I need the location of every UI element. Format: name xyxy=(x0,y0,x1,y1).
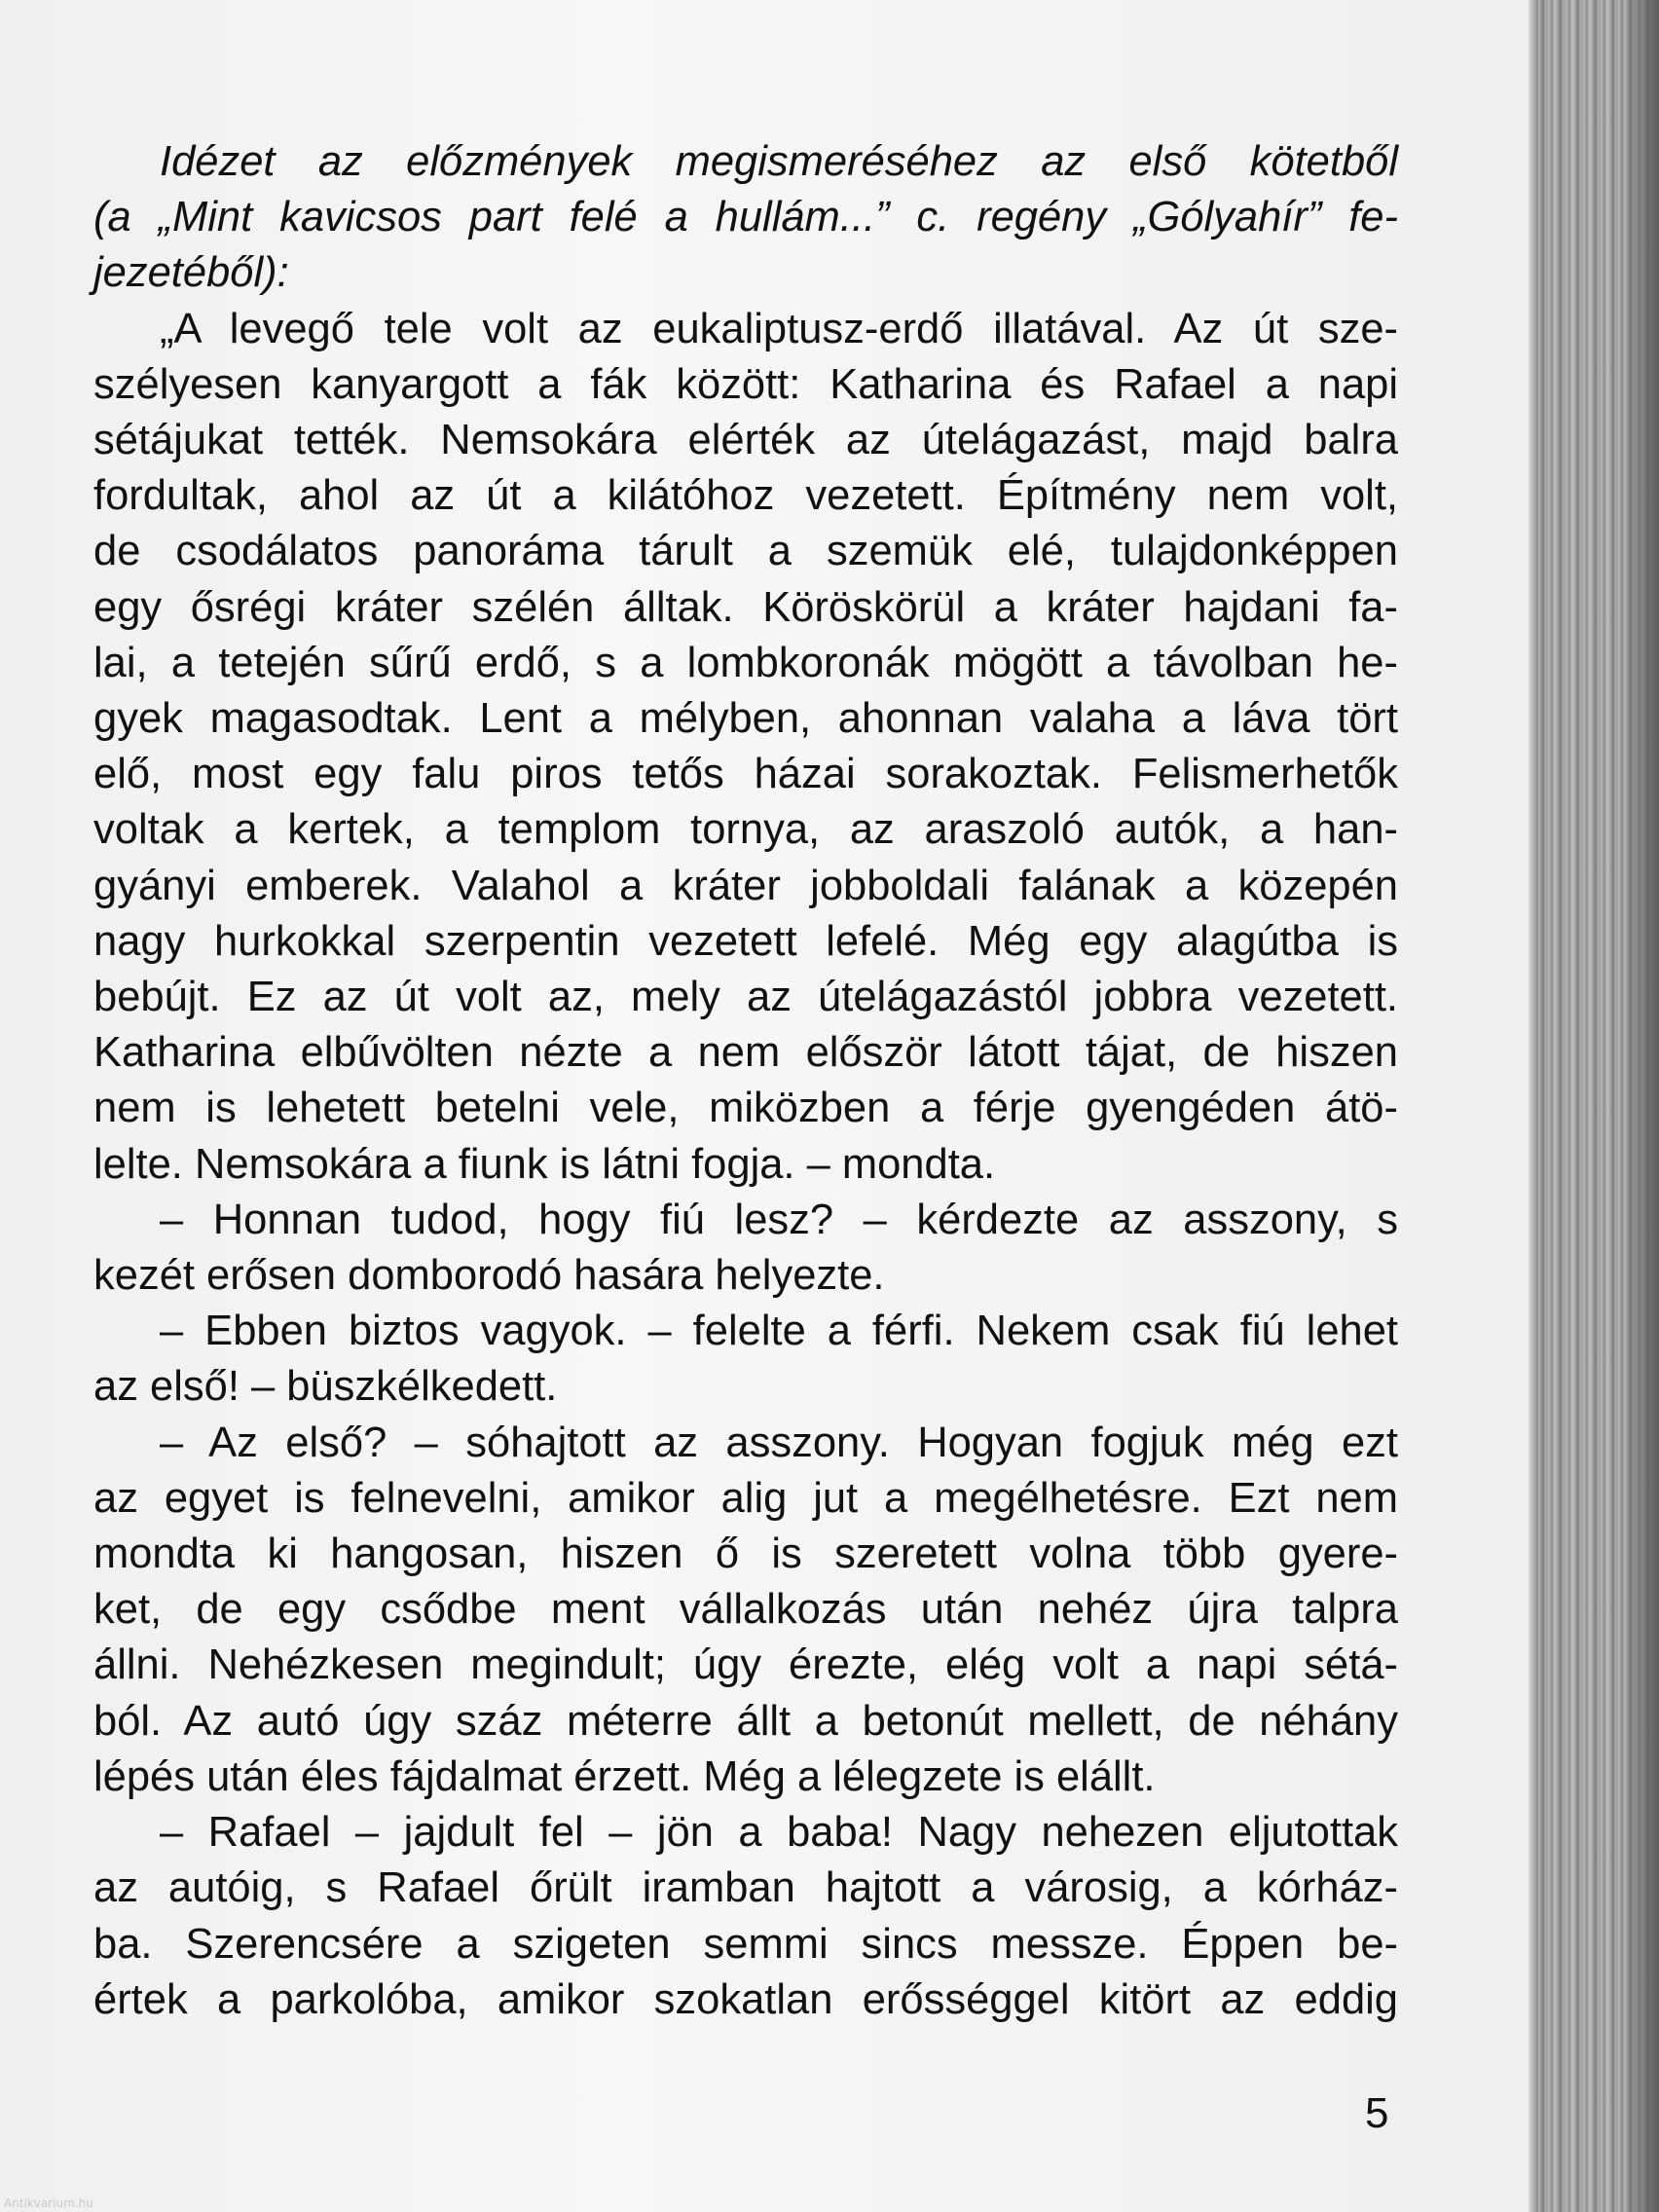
text-line: bebújt. Ez az út volt az, mely az útelágazástól jobbra vezetett. xyxy=(93,974,1398,1021)
paragraph xyxy=(93,1416,1398,1805)
text-line: ból. Az autó úgy száz méterre állt a betonút mellett, de néhány xyxy=(93,1697,1398,1745)
text-line: elő, most egy falu piros tetős házai sorakoztak. Felismerhetők xyxy=(93,751,1398,798)
intro-quote-heading xyxy=(93,134,1398,302)
text-line: gyányi emberek. Valahol a kráter jobboldali falának a közepén xyxy=(93,862,1398,909)
text-line: állni. Nehézkesen megindult; úgy érezte, elég volt a napi sétá- xyxy=(93,1641,1398,1689)
text-line: az autóig, s Rafael őrült iramban hajtott a városig, a kórház- xyxy=(93,1864,1398,1912)
text-line: nem is lehetett betelni vele, miközben a férje gyengéden átö- xyxy=(93,1085,1398,1132)
text-line: – Honnan tudod, hogy fiú lesz? – kérdezte az asszony, s xyxy=(160,1196,1398,1243)
text-line: gyek magasodtak. Lent a mélyben, ahonnan valaha a láva tört xyxy=(93,695,1398,743)
intro-line: Idézet az előzmények megismeréséhez az első kötetből xyxy=(160,138,1398,185)
text-line: ket, de egy csődbe ment vállalkozás után nehéz újra talpra xyxy=(93,1586,1398,1634)
text-line: lépés után éles fájdalmat érzett. Még a lélegzete is elállt. xyxy=(93,1752,1156,1800)
text-line: fordultak, ahol az út a kilátóhoz vezetett. Építmény nem volt, xyxy=(93,472,1398,520)
text-line: nagy hurkokkal szerpentin vezetett lefelé. Még egy alagútba is xyxy=(93,917,1398,965)
text-line: ba. Szerencsére a szigeten semmi sincs messze. Éppen be- xyxy=(93,1920,1398,1968)
text-line: sétájukat tették. Nemsokára elérték az útelágazást, majd balra xyxy=(93,417,1398,464)
text-line: értek a parkolóba, amikor szokatlan erősséggel kitört az eddig xyxy=(93,1975,1398,2023)
text-line: – Rafael – jajdult fel – jön a baba! Nagy nehezen eljutottak xyxy=(160,1809,1398,1857)
intro-line: (a „Mint kavicsos part felé a hullám...” c. regény „Gólyahír” fe- xyxy=(93,194,1398,241)
text-line: lai, a tetején sűrű erdő, s a lombkoronák mögött a távolban he- xyxy=(93,639,1398,686)
text-line: – Ebben biztos vagyok. – felelte a férfi. Nekem csak fiú lehet xyxy=(160,1308,1398,1355)
text-line: mondta ki hangosan, hiszen ő is szeretett volna több gyere- xyxy=(93,1530,1398,1578)
paragraph xyxy=(93,1193,1398,1304)
page-number: 5 xyxy=(1365,2089,1389,2137)
text-line: – Az első? – sóhajtott az asszony. Hogyan fogjuk még ezt xyxy=(160,1419,1398,1466)
text-line: szélyesen kanyargott a fák között: Katharina és Rafael a napi xyxy=(93,360,1398,408)
body-text xyxy=(93,302,1398,2028)
intro-line: jezetéből): xyxy=(93,249,289,297)
paragraph xyxy=(93,1805,1398,2028)
text-line: az első! – büszkélkedett. xyxy=(93,1363,558,1411)
watermark: Antikvarium.hu xyxy=(4,2196,93,2210)
book-page-edges xyxy=(1529,0,1659,2212)
text-line: „A levegő tele volt az eukaliptusz-erdő illatával. Az út sze- xyxy=(160,305,1398,352)
text-line: egy ősrégi kráter szélén álltak. Köröskörül a kráter hajdani fa- xyxy=(93,583,1398,631)
text-line: Katharina elbűvölten nézte a nem először látott tájat, de hiszen xyxy=(93,1029,1398,1077)
page-text xyxy=(93,134,1398,2028)
paragraph xyxy=(93,1304,1398,1415)
text-line: lelte. Nemsokára a fiunk is látni fogja. – mondta. xyxy=(93,1140,996,1188)
text-line: kezét erősen domborodó hasára helyezte. xyxy=(93,1252,885,1300)
text-line: az egyet is felnevelni, amikor alig jut a megélhetésre. Ezt nem xyxy=(93,1474,1398,1522)
text-line: de csodálatos panoráma tárult a szemük elé, tulajdonképpen xyxy=(93,528,1398,575)
paragraph xyxy=(93,302,1398,1193)
text-line: voltak a kertek, a templom tornya, az araszoló autók, a han- xyxy=(93,806,1398,854)
